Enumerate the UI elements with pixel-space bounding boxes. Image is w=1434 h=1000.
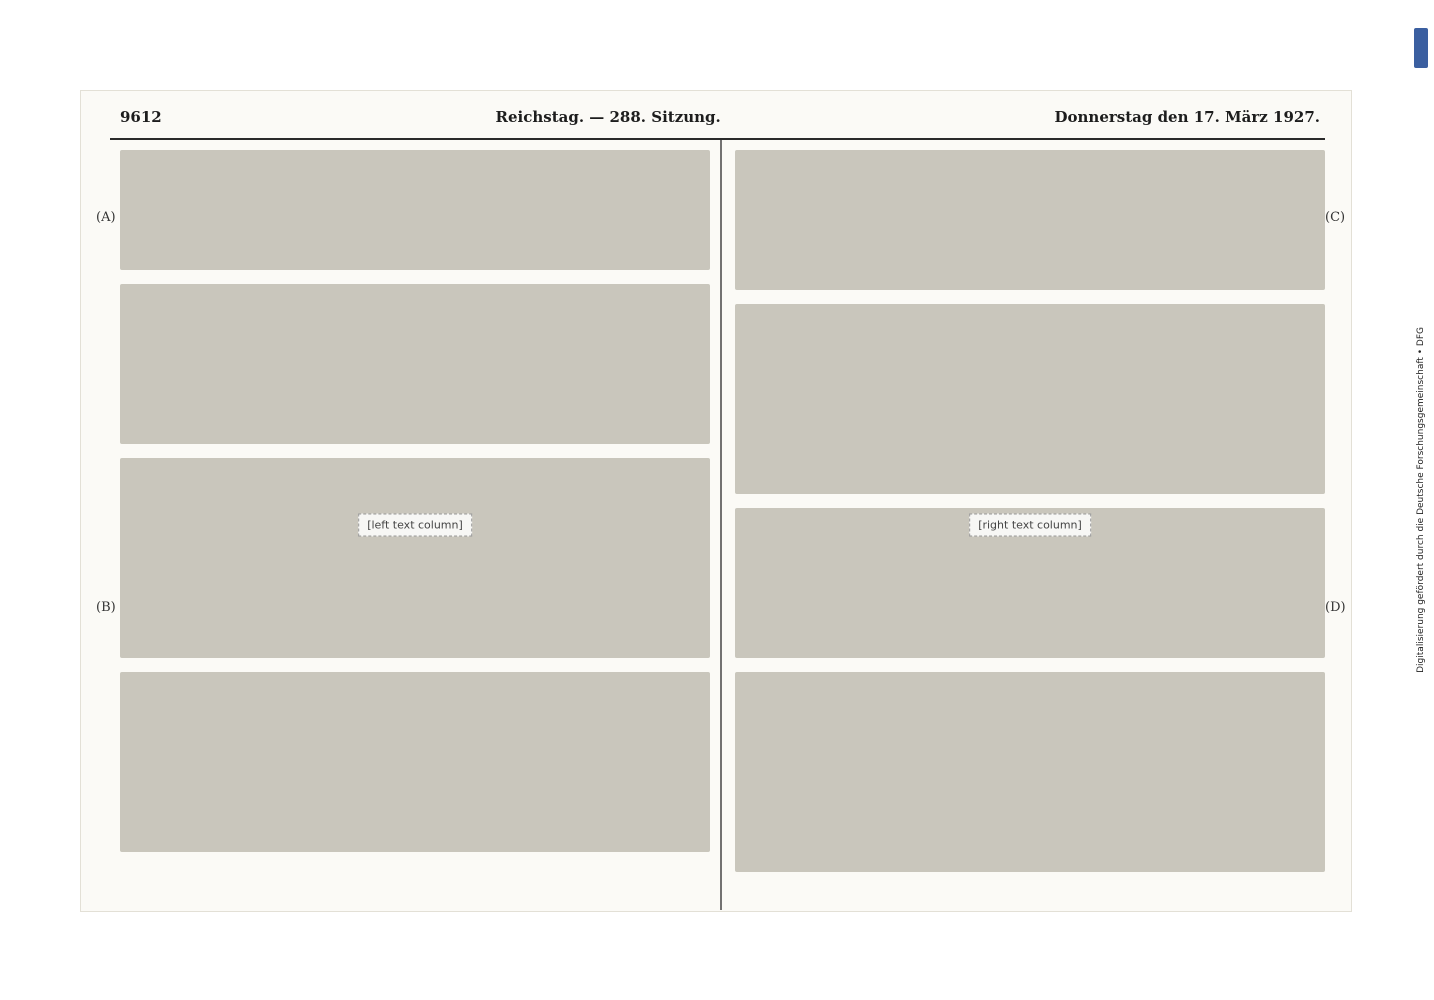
paragraph-block bbox=[735, 304, 1325, 494]
session-date: Donnerstag den 17. März 1927. bbox=[1054, 108, 1320, 126]
column-divider bbox=[720, 140, 722, 910]
margin-mark-b: (B) bbox=[96, 600, 116, 615]
text-column-right bbox=[735, 150, 1325, 900]
margin-mark-d: (D) bbox=[1325, 600, 1346, 615]
margin-mark-c: (C) bbox=[1325, 210, 1346, 225]
paragraph-block bbox=[735, 672, 1325, 872]
page-header bbox=[120, 105, 1320, 129]
margin-mark-a: (A) bbox=[96, 210, 116, 225]
header-rule bbox=[110, 138, 1325, 140]
paragraph-block bbox=[735, 150, 1325, 290]
dfg-logo-icon bbox=[1414, 28, 1428, 68]
column-placeholder-label: [left text column] bbox=[358, 514, 472, 537]
column-placeholder-label: [right text column] bbox=[969, 514, 1091, 537]
paragraph-block bbox=[120, 284, 710, 444]
paragraph-block bbox=[120, 150, 710, 270]
session-title: Reichstag. — 288. Sitzung. bbox=[495, 108, 721, 126]
digitization-note bbox=[1412, 20, 1430, 980]
page-number: 9612 bbox=[120, 108, 162, 126]
text-column-left bbox=[120, 150, 710, 900]
paragraph-block bbox=[120, 672, 710, 852]
paragraph-block bbox=[120, 458, 710, 658]
digitization-credit: Digitalisierung gefördert durch die Deutsche Forschungsgemeinschaft • DFG bbox=[1416, 327, 1426, 673]
